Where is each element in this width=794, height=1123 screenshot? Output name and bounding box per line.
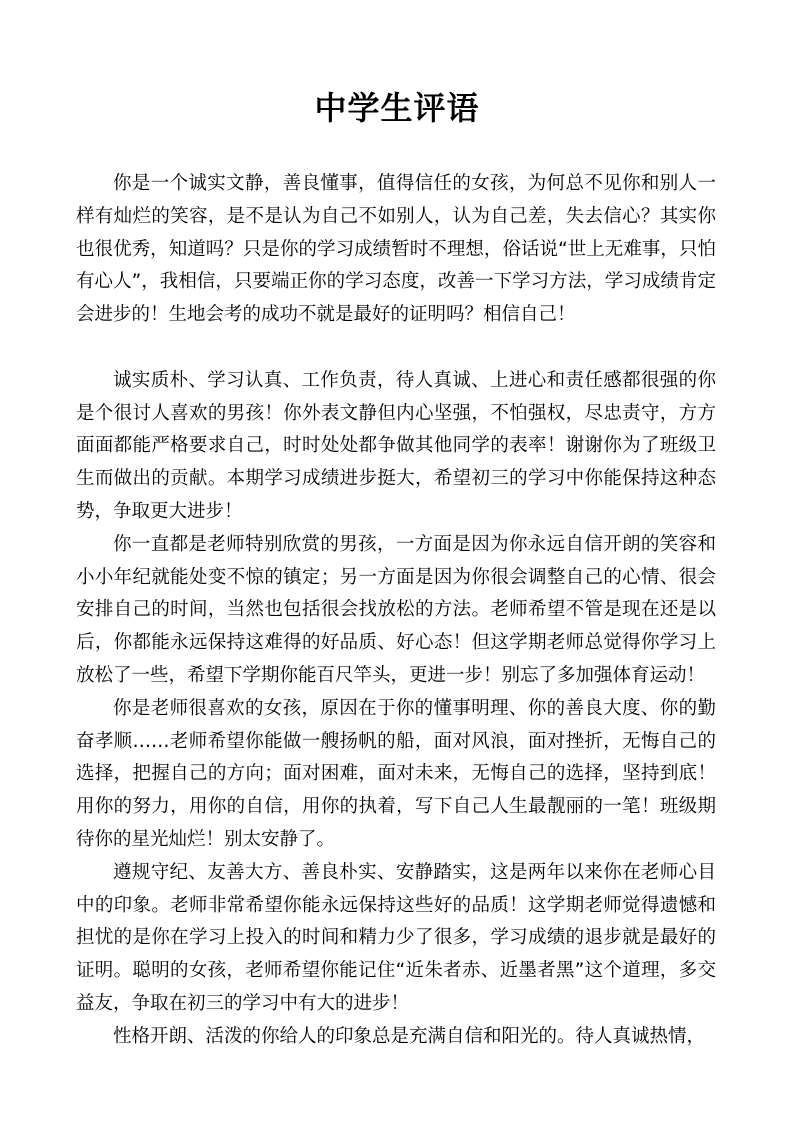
comment-paragraph-3: 你一直都是老师特别欣赏的男孩，一方面是因为你永远自信开朗的笑容和小小年纪就能处变不惊的镇定；另一方面是因为你很会调整自己的心情、很会安排自己的时间，当然也包括很会找放松的方法。老师希望不管是现在还是以后，你都能永远保持这难得的好品质、好心态！但这学期老师总觉得你学习上放松了一些，希望下学期你能百尺竿头，更进一步！别忘了多加强体育运动！: [76, 533, 716, 686]
comment-paragraph-5: 遵规守纪、友善大方、善良朴实、安静踏实，这是两年以来你在老师心目中的印象。老师非常希望你能永远保持这些好的品质！这学期老师觉得遗憾和担忧的是你在学习上投入的时间和精力少了很多，学习成绩的退步就是最好的证明。聪明的女孩，老师希望你能记住“近朱者赤、近墨者黑”这个道理，多交益友，争取在初三的学习中有大的进步！: [76, 861, 716, 1014]
document-body: [76, 168, 716, 1054]
document-title: 中学生评语: [314, 89, 480, 127]
comment-paragraph-6: 性格开朗、活泼的你给人的印象总是充满自信和阳光的。待人真诚热情，: [113, 1025, 706, 1047]
comment-paragraph-2: 诚实质朴、学习认真、工作负责，待人真诚、上进心和责任感都很强的你是个很讨人喜欢的男孩！你外表文静但内心坚强，不怕强权，尽忠责守，方方面面都能严格要求自己，时时处处都争做其他同学的表率！谢谢你为了班级卫生而做出的贡献。本期学习成绩进步挺大，希望初三的学习中你能保持这种态势，争取更大进步！: [76, 369, 716, 522]
comment-paragraph-1: 你是一个诚实文静，善良懂事，值得信任的女孩，为何总不见你和别人一样有灿烂的笑容，是不是认为自己不如别人，认为自己差，失去信心？其实你也很优秀，知道吗？只是你的学习成绩暂时不理想，俗话说“世上无难事，只怕有心人”，我相信，只要端正你的学习态度，改善一下学习方法，学习成绩肯定会进步的！生地会考的成功不就是最好的证明吗？相信自己！: [76, 173, 716, 326]
comment-paragraph-4: 你是老师很喜欢的女孩，原因在于你的懂事明理、你的善良大度、你的勤奋孝顺……老师希望你能做一艘扬帆的船，面对风浪，面对挫折，无悔自己的选择，把握自己的方向；面对困难，面对未来，无悔自己的选择，坚持到底！用你的努力，用你的自信，用你的执着，写下自己人生最靓丽的一笔！班级期待你的星光灿烂！别太安静了。: [76, 697, 716, 850]
